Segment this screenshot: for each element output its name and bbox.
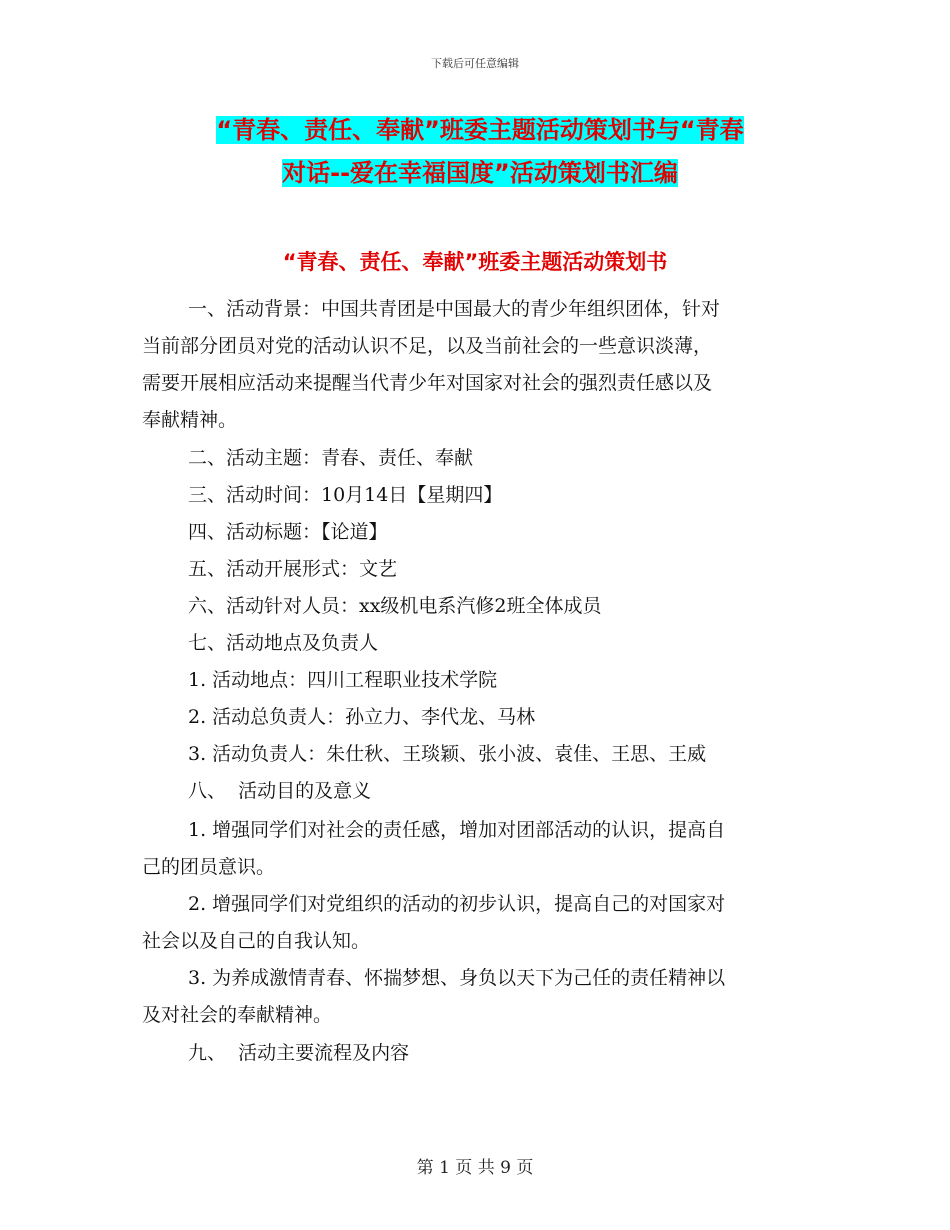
list-item: 八、 活动目的及意义: [188, 780, 372, 802]
paragraph-line: 一、活动背景：中国共青团是中国最大的青少年组织团体，针对: [188, 298, 721, 320]
paragraph-line: 社会以及自己的自我认知。: [142, 930, 371, 952]
page-footer: 第 1 页 共 9 页: [416, 1158, 534, 1178]
paragraph-line: 当前部分团员对党的活动认识不足，以及当前社会的一些意识淡薄，: [142, 335, 713, 357]
paragraph-line: 2. 增强同学们对党组织的活动的初步认识，提高自己的对国家对: [188, 893, 726, 915]
paragraph-line: 己的团员意识。: [142, 856, 276, 878]
list-item: 3. 活动负责人：朱仕秋、王琰颖、张小波、袁佳、王思、王威: [188, 743, 707, 765]
list-item: 2. 活动总负责人：孙立力、李代龙、马林: [188, 706, 536, 728]
paragraph-line: 需要开展相应活动来提醒当代青少年对国家对社会的强烈责任感以及: [142, 372, 713, 394]
list-item: 六、活动针对人员：xx级机电系汽修2班全体成员: [188, 595, 602, 617]
list-item: 1. 活动地点：四川工程职业技术学院: [188, 669, 498, 691]
document-title-line-2: 对话--爱在幸福国度”活动策划书汇编: [282, 159, 678, 187]
paragraph-line: 3. 为养成激情青春、怀揣梦想、身负以天下为己任的责任精神以: [188, 967, 726, 989]
list-item: 七、活动地点及负责人: [188, 632, 379, 654]
header-note: 下载后可任意编辑: [431, 57, 519, 70]
list-item: 三、活动时间：10月14日【星期四】: [188, 484, 503, 506]
list-item: 四、活动标题：【论道】: [188, 521, 388, 543]
paragraph-line: 奉献精神。: [142, 409, 238, 431]
list-item: 五、活动开展形式：文艺: [188, 558, 398, 580]
paragraph-line: 1. 增强同学们对社会的责任感，增加对团部活动的认识，提高自: [188, 819, 726, 841]
section-title: “青春、责任、奉献”班委主题活动策划书: [282, 250, 668, 274]
paragraph-line: 及对社会的奉献精神。: [142, 1004, 333, 1026]
list-item: 二、活动主题：青春、责任、奉献: [188, 447, 474, 469]
document-title-line-1: “青春、责任、奉献”班委主题活动策划书与“青春: [216, 116, 744, 144]
list-item: 九、 活动主要流程及内容: [188, 1042, 410, 1064]
